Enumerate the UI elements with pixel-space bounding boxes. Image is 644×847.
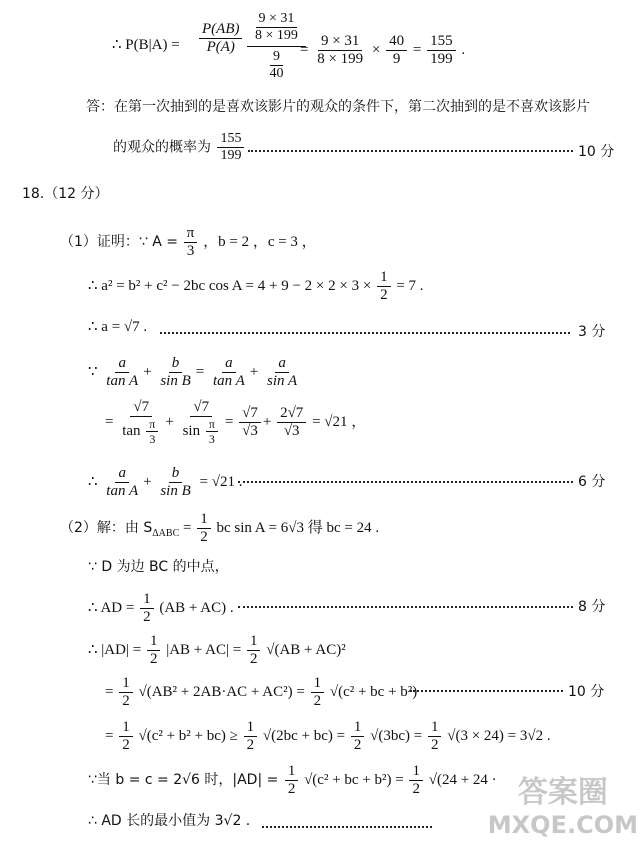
den-bottom: 40	[269, 66, 284, 81]
leader-dots	[248, 150, 573, 152]
midpoint-line: ∵ D 为边 BC 的中点，	[88, 559, 229, 575]
watermark: 答案圈 MXQE.COM	[487, 775, 638, 839]
num-top: 9 × 31	[256, 12, 298, 28]
a-value-line: ∴ a = √7 .	[88, 319, 148, 335]
equality-case-line: ∵当 b = c = 2√6 时，|AD| = $\frac{1}{2}$ √(c² + bc + b²) = $\frac{1}{2}$ √(24 + 24 ·	[88, 763, 497, 797]
leader-dots	[262, 826, 432, 828]
leader-dots	[238, 481, 573, 483]
num-bottom: 8 × 199	[255, 28, 298, 43]
score-3: 3 分	[578, 324, 606, 340]
score-8: 8 分	[578, 599, 606, 615]
vector-line: ∴ AD = $\frac{1}{2}$ (AB + AC) .	[88, 591, 234, 625]
part2-line: （2）解：由 $S_{\Delta ABC}$ = $\frac{1}{2}$ bc sin A = 6√3 得 bc = 24 .	[60, 511, 380, 545]
part1-intro: （1）证明：∵ A = $\frac{\pi}{3}$ ，b = 2 ，c = 3 ，	[60, 225, 317, 259]
ratio-line: ∵ $\frac{a}{\text{tan A}}$ + $\frac{b}{\text{sin B}}$ = $\frac{a}{\text{tan A}}$ + $\frac{a}{\text{sin A}}$	[88, 355, 298, 389]
pab-frac	[197, 22, 244, 55]
minimum-line: ∴ AD 长的最小值为 3√2 .	[88, 813, 251, 829]
compound-frac	[245, 12, 308, 81]
expand-line: = $\frac{1}{2}$ √(AB² + 2AB·AC + AC²) = $\frac{1}{2}$ √(c² + bc + b²)	[105, 675, 418, 709]
den-top: 9	[270, 50, 283, 66]
leader-dots	[160, 332, 570, 334]
score-10: 10 分	[578, 144, 615, 160]
leader-dots	[238, 606, 573, 608]
cos-rule-line: ∴ a² = b² + c² − 2bc cos A = 4 + 9 − 2 × 2 × 3 × $\frac{1}{2}$ = 7 .	[88, 269, 424, 303]
pa: P(A)	[206, 39, 235, 55]
leader-dots	[410, 690, 563, 692]
prob-formula	[112, 12, 180, 53]
answer-line-1: 答：在第一次抽到的是喜欢该影片的观众的条件下，第二次抽到的是不喜欢该影片	[86, 99, 590, 115]
answer-frac: $\frac{155}{199}$	[217, 132, 244, 163]
prob-lhs: ∴ P(B|A) =	[112, 37, 180, 53]
pab: P(AB)	[199, 22, 242, 39]
score-10b: 10 分	[568, 684, 605, 700]
inequality-line: = $\frac{1}{2}$ √(c² + b² + bc) ≥ $\frac{1}{2}$ √(2bc + bc) = $\frac{1}{2}$ √(3bc) = $\frac{1}{2}$ √(3 × 24) = 3√2 .	[105, 719, 551, 753]
pab-over-pa	[199, 22, 242, 55]
big-frac	[247, 12, 306, 81]
magnitude-line: ∴ |AD| = $\frac{1}{2}$ |AB + AC| = $\frac{1}{2}$ √(AB + AC)²	[88, 633, 346, 667]
ratio-result: ∴ $\frac{a}{\text{tan A}}$ + $\frac{b}{\text{sin B}}$ = √21 .	[88, 465, 243, 499]
answer-line-2: 的观众的概率为 $\frac{155}{199}$	[113, 132, 246, 163]
q18-heading: 18.（12 分）	[22, 186, 109, 202]
score-6: 6 分	[578, 474, 606, 490]
ratio-eval: = √7 tan $\frac{\pi}{3}$ + √7 sin $\frac{\pi}{3}$ = $\frac{√7}{√3}$ + $\frac{2√7}{√3}$ = √21 ，	[105, 399, 367, 446]
prob-chain: = $\frac{9 \times 31}{8 \times 199}$ × $\frac{40}{9}$ = $\frac{155}{199}$ .	[300, 33, 466, 67]
